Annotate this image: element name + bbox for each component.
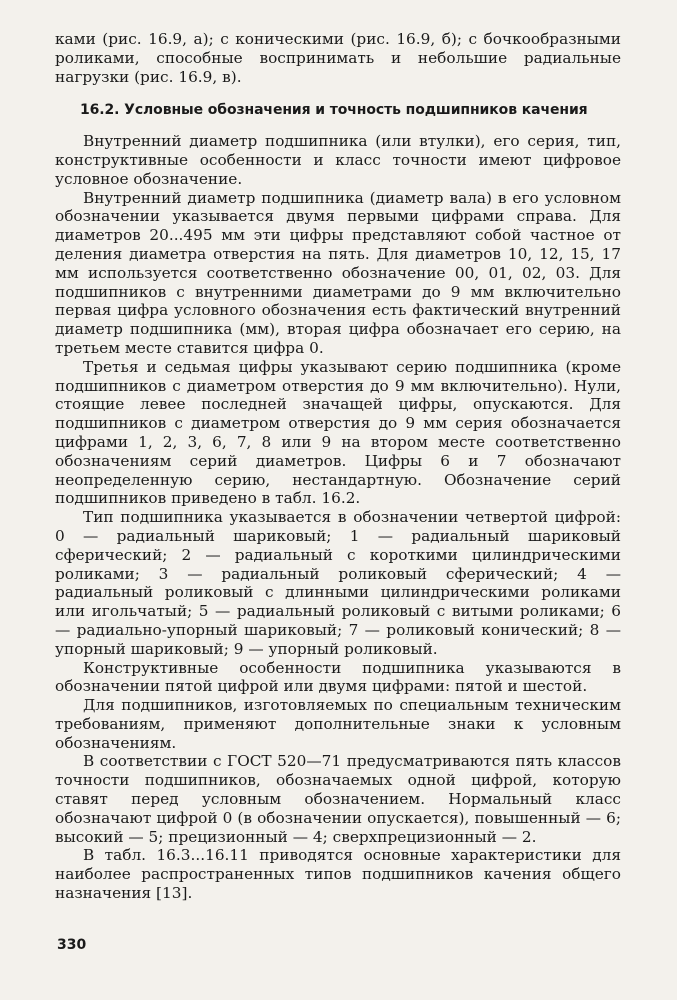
intro-paragraph: ками (рис. 16.9, а); с коническими (рис. 16.9, б); с бочкообразными роликами, способные воспринимать и небольшие радиальные нагрузки (рис. 16.9, в). bbox=[55, 30, 621, 86]
paragraph-accuracy-classes: В соответствии с ГОСТ 520—71 предусматриваются пять классов точности подшипников, обозначаемых одной цифрой, которую ставят перед условным обозначением. Нормальный класс обозначают цифрой 0 (в обозначении опускается), повышенный — 6; высокий — 5; прецизионный — 4; сверхпрецизионный — 2. bbox=[55, 752, 621, 846]
paragraph-series: Третья и седьмая цифры указывают серию подшипника (кроме подшипников с диаметром отверстия до 9 мм включительно). Нули, стоящие левее последней значащей цифры, опускаются. Для подшипников с диаметром отверстия до 9 мм серия обозначается цифрами 1, 2, 3, 6, 7, 8 или 9 на втором месте соответственно обозначениям серий диаметров. Цифры 6 и 7 обозначают неопределенную серию, нестандартную. Обозначение серий подшипников приведено в табл. 16.2. bbox=[55, 357, 621, 508]
paragraph-design-features: Конструктивные особенности подшипника указываются в обозначении пятой цифрой или двумя цифрами: пятой и шестой. bbox=[55, 658, 621, 696]
paragraph-inner-diameter: Внутренний диаметр подшипника (диаметр вала) в его условном обозначении указывается двумя первыми цифрами справа. Для диаметров 20...495 мм эти цифры представляют собой частное от деления диаметра отверстия на пять. Для диаметров 10, 12, 15, 17 мм используется соответственно обозначение 00, 01, 02, 03. Для подшипников с внутренними диаметрами до 9 мм включительно первая цифра условного обозначения есть фактический внутренний диаметр подшипника (мм), вторая цифра обозначает его серию, на третьем месте ставится цифра 0. bbox=[55, 188, 621, 357]
paragraph-designation: Внутренний диаметр подшипника (или втулки), его серия, тип, конструктивные особенности и класс точности имеют цифровое условное обозначение. bbox=[55, 132, 621, 188]
paragraph-bearing-type: Тип подшипника указывается в обозначении четвертой цифрой: 0 — радиальный шариковый; 1 — радиальный шариковый сферический; 2 — радиальный с короткими цилиндрическими роликами; 3 — радиальный роликовый сферический; 4 — радиальный роликовый с длинными цилиндрическими роликами или игольчатый; 5 — радиальный роликовый с витыми роликами; 6 — радиально-упорный шариковый; 7 — роликовый конический; 8 — упорный шариковый; 9 — упорный роликовый. bbox=[55, 508, 621, 658]
paragraph-tables-reference: В табл. 16.3...16.11 приводятся основные характеристики для наиболее распространенных типов подшипников качения общего назначения [13]. bbox=[55, 846, 621, 903]
page-number: 330 bbox=[57, 937, 87, 953]
section-heading: 16.2. Условные обозначения и точность подшипников качения bbox=[80, 102, 588, 119]
page-body bbox=[55, 30, 621, 903]
paragraph-special-requirements: Для подшипников, изготовляемых по специальным техническим требованиям, применяют дополнительные знаки к условным обозначениям. bbox=[55, 696, 621, 752]
